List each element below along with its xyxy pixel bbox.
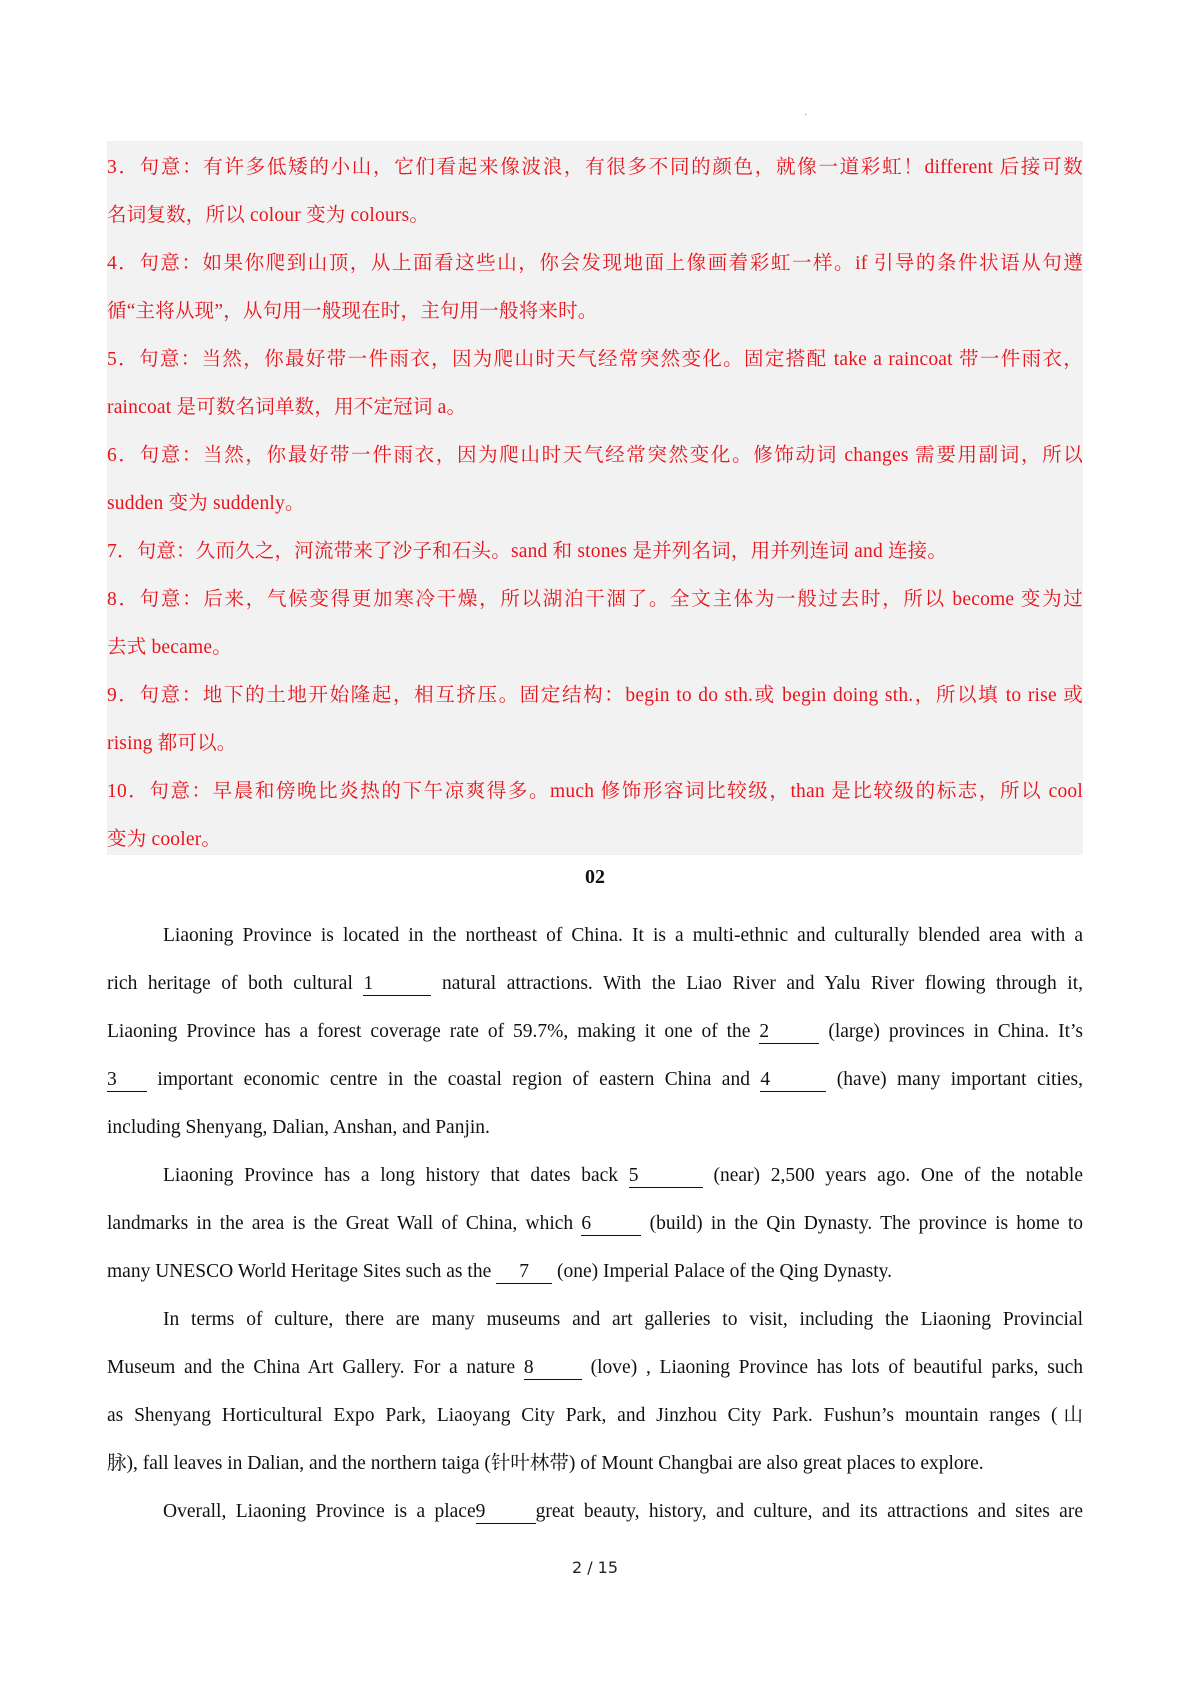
answer-line: 9．句意：地下的土地开始隆起，相互挤压。固定结构：begin to do sth.或 begin doing sth.，所以填 to rise 或	[107, 685, 1083, 706]
answer-line: 名词复数，所以 colour 变为 colours。	[107, 205, 430, 226]
passage-line: as Shenyang Horticultural Expo Park, Liaoyang City Park, and Jinzhou City Park. Fushun’s mountain ranges (山	[107, 1405, 1083, 1426]
blank-7: 7	[496, 1261, 552, 1284]
stray-dot: ·	[804, 110, 808, 121]
answer-line: rising 都可以。	[107, 733, 237, 754]
passage-line: landmarks in the area is the Great Wall of China, which 6 (build) in the Qin Dynasty. The province is home to	[107, 1213, 1083, 1234]
passage-line: Museum and the China Art Gallery. For a nature 8 (love) , Liaoning Province has lots of beautiful parks, such	[107, 1357, 1083, 1378]
answer-line: 4．句意：如果你爬到山顶，从上面看这些山，你会发现地面上像画着彩虹一样。if 引导的条件状语从句遵	[107, 253, 1083, 274]
passage-line: many UNESCO World Heritage Sites such as the 7 (one) Imperial Palace of the Qing Dynasty.	[107, 1261, 892, 1282]
blank-5: 5	[629, 1165, 703, 1188]
answer-line: 循“主将从现”，从句用一般现在时，主句用一般将来时。	[107, 301, 598, 322]
answer-line: 8．句意：后来，气候变得更加寒冷干燥，所以湖泊干涸了。全文主体为一般过去时，所以 become 变为过	[107, 589, 1083, 610]
answer-line: 5．句意：当然，你最好带一件雨衣，因为爬山时天气经常突然变化。固定搭配 take a raincoat 带一件雨衣，	[107, 349, 1083, 370]
passage-line: Liaoning Province has a long history that dates back 5 (near) 2,500 years ago. One of the notable	[163, 1165, 1083, 1186]
answer-line: 7．句意：久而久之，河流带来了沙子和石头。sand 和 stones 是并列名词，用并列连词 and 连接。	[107, 541, 948, 562]
passage-line: rich heritage of both cultural 1 natural attractions. With the Liao River and Yalu River flowing through it,	[107, 973, 1083, 994]
blank-4: 4	[760, 1069, 826, 1092]
blank-1: 1	[363, 973, 431, 996]
section-title: 02	[585, 866, 605, 888]
blank-8: 8	[524, 1357, 582, 1380]
answer-line: raincoat 是可数名词单数，用不定冠词 a。	[107, 397, 467, 418]
passage-line: including Shenyang, Dalian, Anshan, and Panjin.	[107, 1117, 490, 1138]
passage-line: 脉), fall leaves in Dalian, and the northern taiga (针叶林带) of Mount Changbai are also great places to explore.	[107, 1453, 984, 1474]
answer-line: 去式 became。	[107, 637, 232, 658]
passage-line: Liaoning Province is located in the northeast of China. It is a multi-ethnic and culturally blended area with a	[163, 925, 1083, 946]
answer-line: sudden 变为 suddenly。	[107, 493, 305, 514]
blank-3: 3	[107, 1069, 147, 1092]
passage-line: In terms of culture, there are many museums and art galleries to visit, including the Liaoning Provincial	[163, 1309, 1083, 1330]
answer-line: 变为 cooler。	[107, 829, 222, 850]
page-number: 2 / 15	[571, 1558, 619, 1577]
blank-2: 2	[759, 1021, 819, 1044]
blank-6: 6	[581, 1213, 641, 1236]
answer-line: 10．句意：早晨和傍晚比炎热的下午凉爽得多。much 修饰形容词比较级，than 是比较级的标志，所以 cool	[107, 781, 1083, 802]
passage-line: 3 important economic centre in the coastal region of eastern China and 4 (have) many important cities,	[107, 1069, 1084, 1090]
passage-line: Overall, Liaoning Province is a place9 great beauty, history, and culture, and its attractions and sites are	[163, 1501, 1083, 1522]
answer-line: 3．句意：有许多低矮的小山，它们看起来像波浪，有很多不同的颜色，就像一道彩虹！different 后接可数	[107, 157, 1083, 178]
passage-line: Liaoning Province has a forest coverage rate of 59.7%, making it one of the 2 (large) provinces in China. It’s	[107, 1021, 1083, 1042]
answer-line: 6．句意：当然，你最好带一件雨衣，因为爬山时天气经常突然变化。修饰动词 changes 需要用副词，所以	[107, 445, 1083, 466]
blank-9: 9	[476, 1501, 536, 1524]
